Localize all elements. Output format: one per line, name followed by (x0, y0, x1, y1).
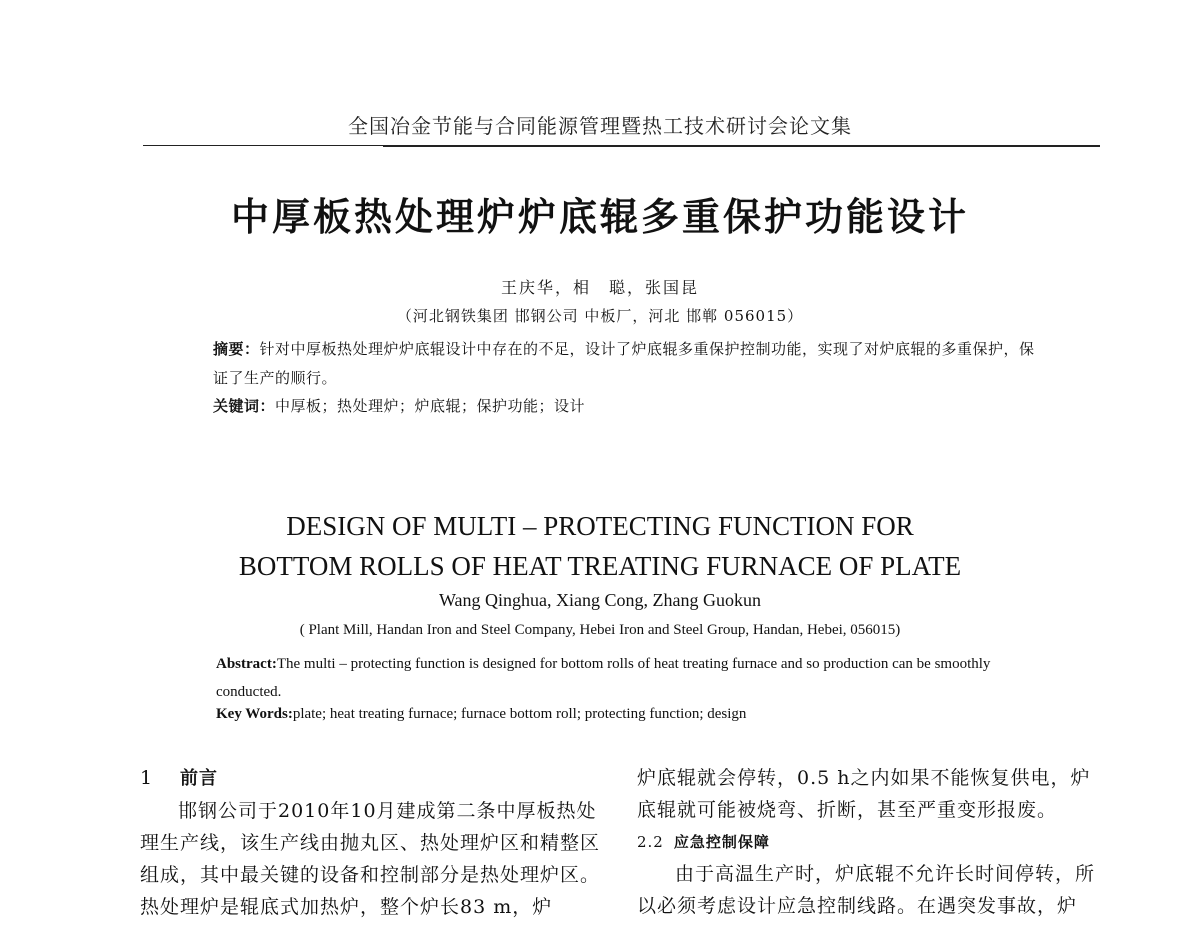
abstract-cn (213, 335, 1043, 393)
header-rule-thick (383, 145, 1100, 147)
abstract-en (216, 650, 1036, 706)
keywords-cn-label: 关键词： (213, 397, 276, 415)
keywords-cn (213, 395, 1043, 416)
affiliation-cn: （河北钢铁集团 邯钢公司 中板厂，河北 邯郸 056015） (396, 307, 804, 325)
affiliation-en: ( Plant Mill, Handan Iron and Steel Company, Hebei Iron and Steel Group, Handan, Hebei, 056015) (299, 622, 901, 638)
keywords-en-text: plate; heat treating furnace; furnace bottom roll; protecting function; design (292, 706, 747, 722)
abstract-en-text: The multi – protecting function is designed for bottom rolls of heat treating furnace and so production can be smoothly conducted. (216, 656, 991, 700)
running-header: 全国冶金节能与合同能源管理暨热工技术研讨会论文集 (348, 114, 852, 138)
keywords-en (216, 706, 1036, 723)
body-paragraph-continued: 炉底辊就会停转，0.5 h之内如果不能恢复供电，炉底辊就可能被烧弯、折断，甚至严重变形报废。 (637, 767, 1091, 821)
subsection-title: 应急控制保障 (673, 833, 770, 851)
body-paragraph: 由于高温生产时，炉底辊不允许长时间停转，所以必须考虑设计应急控制线路。在遇突发事故，炉 (637, 863, 1096, 917)
section-title: 前言 (180, 768, 218, 789)
abstract-cn-label: 摘要： (213, 340, 260, 358)
section-heading (140, 762, 605, 795)
subsection-heading (637, 826, 1107, 858)
keywords-en-label: Key Words: (216, 706, 293, 722)
section-number: 1 (140, 767, 154, 789)
keywords-cn-text: 中厚板；热处理炉；炉底辊；保护功能；设计 (275, 397, 586, 415)
authors-cn: 王庆华，相 聪，张国昆 (500, 278, 699, 297)
paper-title-cn: 中厚板热处理炉炉底辊多重保护功能设计 (230, 195, 969, 239)
abstract-en-label: Abstract: (216, 656, 277, 672)
authors-en: Wang Qinghua, Xiang Cong, Zhang Guokun (438, 590, 761, 610)
header-rule-thin (143, 145, 383, 146)
body-column-left (140, 762, 605, 923)
abstract-cn-text: 针对中厚板热处理炉炉底辊设计中存在的不足，设计了炉底辊多重保护控制功能，实现了对炉底辊的多重保护，保证了生产的顺行。 (213, 340, 1035, 387)
paper-title-en-line1: DESIGN OF MULTI – PROTECTING FUNCTION FOR (286, 511, 914, 541)
paper-title-en (0, 506, 1200, 586)
body-paragraph: 邯钢公司于2010年10月建成第二条中厚板热处理生产线，该生产线由抛丸区、热处理炉区和精整区组成，其中最关键的设备和控制部分是热处理炉区。热处理炉是辊底式加热炉，整个炉长83 m，炉 (140, 800, 601, 918)
paper-title-en-line2: BOTTOM ROLLS OF HEAT TREATING FURNACE OF PLATE (238, 551, 962, 581)
subsection-number: 2.2 (637, 833, 664, 851)
body-column-right (637, 762, 1107, 922)
